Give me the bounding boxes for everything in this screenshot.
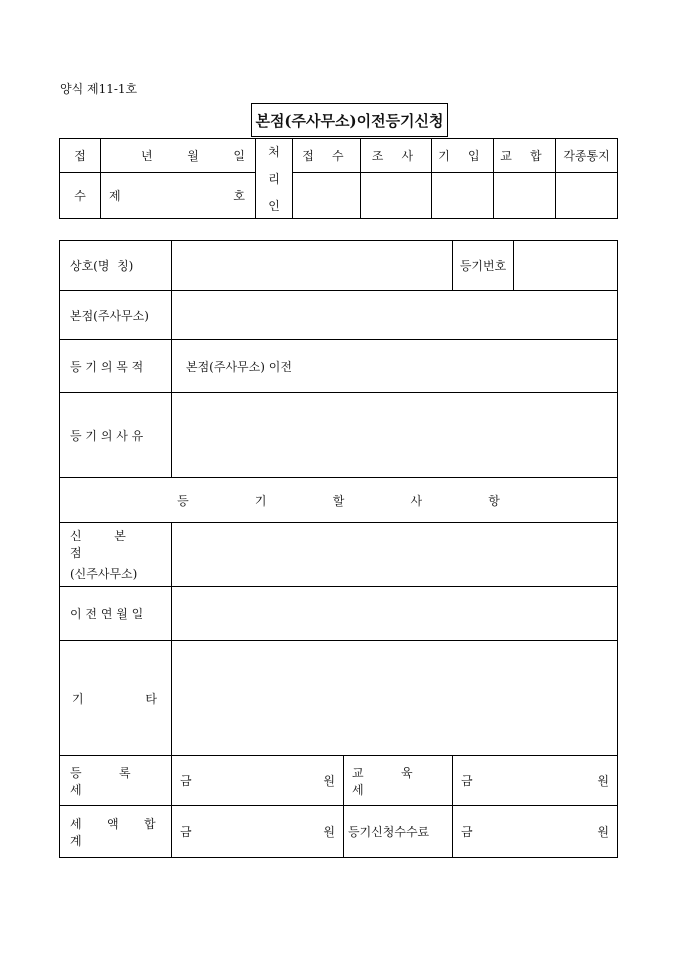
other-label — [60, 641, 172, 756]
year-label: 년 — [141, 149, 153, 163]
new-office-field[interactable] — [172, 523, 618, 587]
registration-tax-label: 등 록 세 — [60, 756, 172, 806]
receipt-number-cell[interactable] — [101, 173, 256, 219]
receipt-date-cell[interactable] — [101, 139, 256, 173]
sign-check[interactable] — [494, 173, 556, 219]
processor-char-2: 리 — [268, 172, 280, 186]
education-tax-prefix: 금 — [461, 774, 473, 788]
fee-suffix: 원 — [597, 825, 609, 839]
new-office-label — [60, 523, 172, 587]
sign-receive[interactable] — [293, 173, 361, 219]
processor-char-3: 인 — [268, 199, 280, 213]
registration-tax-prefix: 금 — [180, 774, 192, 788]
col-notices: 각종통지 — [556, 139, 618, 173]
new-office-label-line-1: 신 본 점 — [70, 529, 141, 560]
cause-label: 등 기 의 사 유 — [60, 393, 172, 478]
total-tax-field[interactable] — [172, 806, 344, 858]
registration-tax-field[interactable] — [172, 756, 344, 806]
new-office-label-line-2: (신주사무소) — [70, 567, 138, 581]
receipt-label-top: 접 — [60, 139, 101, 173]
relocation-date-label: 이 전 연 월 일 — [60, 587, 172, 641]
receipt-table — [59, 138, 618, 219]
month-label: 월 — [187, 149, 199, 163]
education-tax-field[interactable] — [453, 756, 618, 806]
matters-header: 등 기 할 사 항 — [60, 478, 618, 523]
cause-field[interactable] — [172, 393, 618, 478]
total-tax-prefix: 금 — [180, 825, 192, 839]
col-check: 교 합 — [494, 139, 556, 173]
col-entry: 기 입 — [432, 139, 494, 173]
processor-header — [256, 139, 293, 219]
sign-entry[interactable] — [432, 173, 494, 219]
purpose-field[interactable]: 본점(주사무소) 이전 — [172, 340, 618, 393]
number-suffix: 호 — [233, 189, 245, 203]
other-field[interactable] — [172, 641, 618, 756]
application-table — [59, 240, 618, 858]
col-receive: 접 수 — [293, 139, 361, 173]
fee-prefix: 금 — [461, 825, 473, 839]
purpose-label: 등 기 의 목 적 — [60, 340, 172, 393]
col-inspect: 조 사 — [361, 139, 432, 173]
page-title: 본점(주사무소)이전등기신청 — [251, 103, 448, 137]
sign-notices[interactable] — [556, 173, 618, 219]
other-label-char-1: 기 — [72, 691, 84, 706]
education-tax-label: 교 육 세 — [344, 756, 453, 806]
fee-label: 등기신청수수료 — [344, 806, 453, 858]
total-tax-suffix: 원 — [323, 825, 335, 839]
head-office-label: 본점(주사무소) — [60, 291, 172, 340]
day-label: 일 — [233, 149, 245, 163]
processor-char-1: 처 — [268, 145, 280, 159]
registration-number-label: 등기번호 — [453, 241, 514, 291]
form-number: 양식 제11-1호 — [60, 82, 138, 96]
trade-name-field[interactable] — [172, 241, 453, 291]
number-prefix: 제 — [109, 189, 121, 203]
education-tax-suffix: 원 — [597, 774, 609, 788]
total-tax-label: 세 액 합 계 — [60, 806, 172, 858]
registration-number-field[interactable] — [514, 241, 618, 291]
trade-name-label: 상호(명 칭) — [60, 241, 172, 291]
relocation-date-field[interactable] — [172, 587, 618, 641]
receipt-label-bottom: 수 — [60, 173, 101, 219]
other-label-char-2: 타 — [145, 691, 157, 706]
registration-tax-suffix: 원 — [323, 774, 335, 788]
fee-field[interactable] — [453, 806, 618, 858]
head-office-field[interactable] — [172, 291, 618, 340]
sign-inspect[interactable] — [361, 173, 432, 219]
